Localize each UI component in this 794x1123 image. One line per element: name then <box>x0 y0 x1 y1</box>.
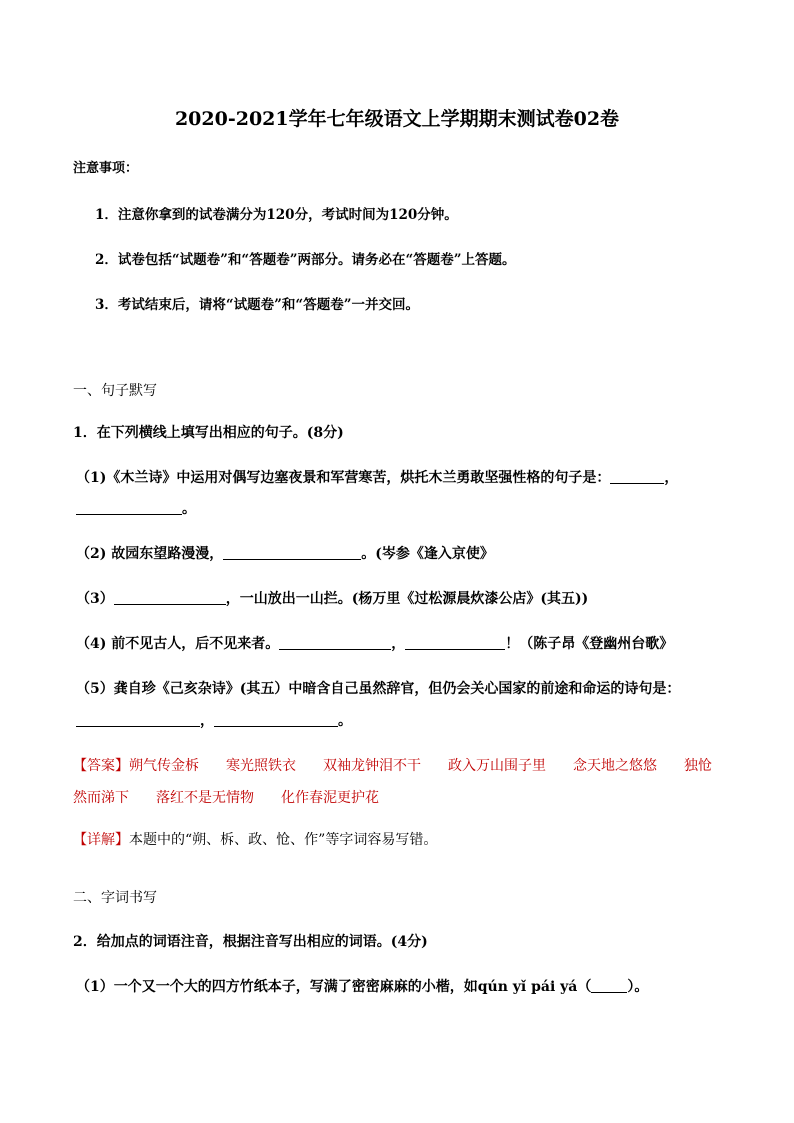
page-title: 2020-2021学年七年级语文上学期期末测试卷02卷 <box>174 108 620 130</box>
answer-line-1 <box>73 755 712 775</box>
question-1-4-text: （4) 前不见古人，后不见来者。 <box>76 636 280 652</box>
punctuation: ， <box>664 470 679 486</box>
answer-item: 然而涕下 <box>73 790 129 806</box>
answer-blank[interactable] <box>223 545 361 560</box>
detail-line <box>73 829 437 849</box>
notice-item-1: 1．注意你拿到的试卷满分为120分，考试时间为120分钟。 <box>95 207 458 223</box>
answer-blank[interactable] <box>214 712 338 727</box>
question-1-4 <box>76 633 673 653</box>
punctuation: 。 <box>338 713 352 729</box>
notice-item-2: 2．试卷包括“试题卷”和“答题卷”两部分。请务必在“答题卷”上答题。 <box>95 252 516 268</box>
question-1-2-text: （2) 故园东望路漫漫， <box>76 546 224 562</box>
question-1-3-text: ，一山放出一山拦。(杨万里《过松源晨炊漆公店》(其五)) <box>225 591 589 607</box>
question-1-1-text: （1)《木兰诗》中运用对偶写边塞夜景和军营寒苦，烘托木兰勇敢坚强性格的句子是： <box>76 470 611 486</box>
notice-heading: 注意事项： <box>73 161 139 176</box>
answer-item: 独怆 <box>684 758 712 774</box>
question-1: 1．在下列横线上填写出相应的句子。(8分) <box>73 425 344 441</box>
question-1-5-cont <box>76 710 352 730</box>
question-2: 2．给加点的词语注音，根据注音写出相应的词语。(4分) <box>73 934 428 950</box>
section-1-heading: 一、句子默写 <box>73 383 157 399</box>
answer-blank[interactable] <box>76 712 200 727</box>
question-1-4-source: ！（陈子昂《登幽州台歌》 <box>505 636 674 652</box>
answer-line-2 <box>73 787 379 807</box>
question-1-3-num: （3） <box>76 591 114 607</box>
answer-item: 寒光照铁衣 <box>226 758 296 774</box>
answer-item: 双袖龙钟泪不干 <box>323 758 421 774</box>
answer-blank[interactable] <box>279 635 391 650</box>
question-1-1 <box>76 467 678 487</box>
question-1-5-text: （5）龚自珍《己亥杂诗》(其五）中暗含自己虽然辞官，但仍会关心国家的前途和命运的诗句是： <box>76 681 681 697</box>
answer-item: 政入万山围子里 <box>448 758 546 774</box>
detail-label: 【详解】 <box>73 832 129 848</box>
question-1-1-cont <box>76 498 196 518</box>
answer-item: 念天地之悠悠 <box>573 758 657 774</box>
answer-item: 落红不是无情物 <box>156 790 254 806</box>
question-1-5 <box>76 678 680 698</box>
answer-blank[interactable] <box>405 635 505 650</box>
question-1-2 <box>76 543 494 563</box>
answer-item: 化作春泥更护花 <box>281 790 379 806</box>
punctuation: 。 <box>182 501 196 517</box>
answer-blank[interactable] <box>591 978 627 993</box>
answer-blank[interactable] <box>610 469 664 484</box>
notice-item-3: 3．考试结束后，请将“试题卷”和“答题卷”一并交回。 <box>95 297 419 313</box>
detail-text: 本题中的“朔、柝、政、怆、作”等字词容易写错。 <box>129 832 438 848</box>
question-1-3 <box>76 588 588 608</box>
punctuation: ）。 <box>627 979 649 995</box>
answer-label: 【答案】 <box>73 758 129 774</box>
section-2-heading: 二、字词书写 <box>73 890 157 906</box>
question-1-2-source: 。(岑参《逢入京使》 <box>361 546 494 562</box>
question-2-1-text: （1）一个又一个大的四方竹纸本子，写满了密密麻麻的小楷，如qún yǐ pái yá（ <box>76 979 592 995</box>
answer-blank[interactable] <box>76 500 182 515</box>
answer-item: 朔气传金柝 <box>129 758 199 774</box>
punctuation: ， <box>391 636 406 652</box>
answer-blank[interactable] <box>114 590 226 605</box>
punctuation: ， <box>200 713 214 729</box>
question-2-1 <box>76 976 648 996</box>
